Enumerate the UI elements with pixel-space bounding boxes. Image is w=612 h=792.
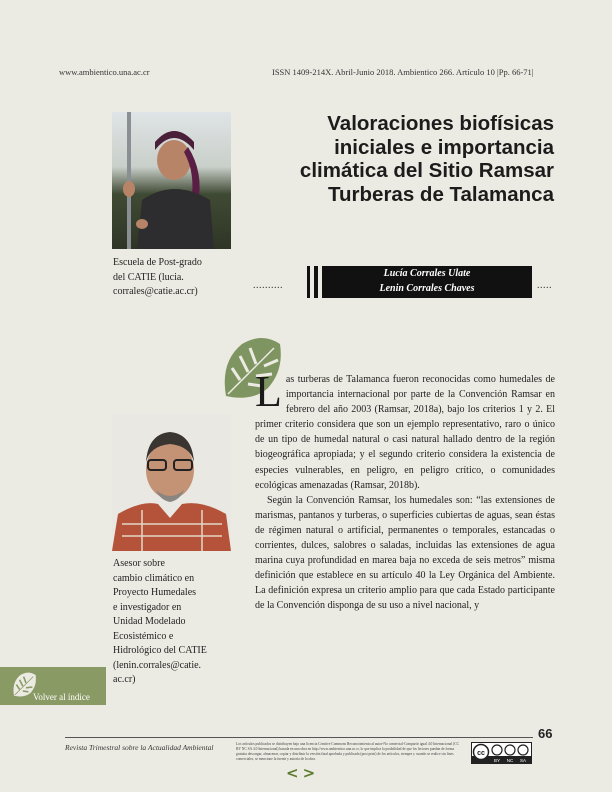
authors-box	[322, 266, 532, 298]
footer-divider	[65, 737, 533, 738]
author2-bio-line: Unidad Modelado	[113, 616, 186, 627]
author2-bio-line[interactable]: ac.cr)	[113, 674, 136, 685]
author1-name: Lucía Corrales Ulate	[383, 268, 471, 279]
author2-bio-line: cambio climático en	[113, 572, 195, 584]
next-page-button[interactable]: >	[302, 764, 320, 782]
page-number: 66	[538, 726, 553, 741]
decorative-bar	[314, 266, 318, 298]
author2-bio-line[interactable]: (lenin.corrales@catie.	[113, 659, 202, 671]
page-navigation	[286, 764, 319, 782]
author1-photo	[112, 112, 231, 249]
title-line: iniciales e importancia	[334, 135, 554, 159]
author2-name: Lenin Corrales Chaves	[379, 283, 475, 294]
article-title	[254, 112, 554, 206]
author1-bio	[113, 256, 238, 300]
author1-bio-line: del CATIE (lucia.	[113, 271, 184, 283]
author2-bio-line: Ecosistémico e	[113, 630, 174, 642]
author2-photo	[112, 414, 231, 551]
paragraph-1-text: as turberas de Talamanca fueron reconocidas como humedales de importancia internacional por parte de la Convención Ramsar en febrero del año 2003 (Ramsar, 2018a), bajo los criterios 1 y 2. El primer criterio considera que son un ejemplo representativo, raro o único de un tipo de humedal natural o casi natural hallado dentro de la región biogeográfica apropiada; y el segundo criterio considera la existencia de especies vulnerables, en peligro, en peligro crítico, o comunidades ecológicas amenazadas (Ramsar, 2018b).	[255, 374, 555, 491]
author1-bio-line[interactable]: corrales@catie.ac.cr)	[113, 286, 198, 297]
journal-name: Revista Trimestral sobre la Actualidad Ambiental	[65, 743, 214, 752]
back-to-index-label: Volver al índice	[33, 692, 90, 702]
cc-by-label: BY	[493, 758, 501, 763]
author2-bio-line: Hidrológico del CATIE	[113, 645, 207, 656]
website-link[interactable]: www.ambientico.una.ac.cr	[59, 67, 150, 77]
back-to-index-button[interactable]	[0, 667, 106, 705]
paragraph-1	[255, 367, 555, 493]
author1-bio-line: Escuela de Post-grado	[113, 257, 202, 268]
title-line: Valoraciones biofísicas	[327, 112, 554, 135]
decorative-bar	[307, 266, 310, 298]
issn-line: ISSN 1409-214X. Abril-Junio 2018. Ambientico 266. Artículo 10 |Pp. 66-71|	[272, 67, 534, 77]
decorative-dots-right: .....	[537, 280, 552, 291]
author2-bio	[113, 557, 228, 688]
creative-commons-badge[interactable]	[471, 742, 532, 764]
article-body	[255, 367, 555, 614]
title-line: climática del Sitio Ramsar	[299, 159, 554, 182]
drop-cap: L	[255, 367, 282, 416]
cc-nc-label: NC	[506, 758, 514, 763]
author2-bio-line: Asesor sobre	[113, 558, 165, 569]
title-line: Turberas de Talamanca	[328, 182, 554, 206]
cc-sa-label: SA	[519, 758, 527, 763]
paragraph-2: Según la Convención Ramsar, los humedales son: “las extensiones de marismas, pantanos y turberas, o superficies cubiertas de aguas, sean éstas de régimen natural o artificial, permanentes o temporales, estancadas o corrientes, dulces, salobres o saladas, incluidas las extensiones de agua marina cuya profundidad en marea baja no exceda de seis metros” misma definición que establece en su artículo 40 la Ley Orgánica del Ambiente. La definición expresa un criterio amplio para que cada Estado participante de la Convención disponga de su uso a nivel nacional, y	[255, 494, 555, 612]
decorative-dots-left: ..........	[253, 280, 283, 291]
cc-label: cc	[477, 750, 485, 757]
previous-page-button[interactable]: <	[286, 764, 303, 782]
license-notice: Los artículos publicados se distribuyen bajo una licencia Creative Commons Reconocimiento al autor-No comercial-Compartir igual 4.0 Internacional (CC BY NC SA 4.0 Internacional) basada en una obra en http://www.ambientico.una.ac.cr, lo que implica la posibilidad de que los lectores puedan de forma gratuita descargar, almacenar, copiar y distribuir la versión final aprobada y publicada (post print) de los artículos, siempre y cuando se realice sin fines comerciales, se mencione la fuente y autoría de la obra.	[236, 742, 460, 761]
author2-bio-line: e investigador en	[113, 601, 182, 613]
author2-bio-line: Proyecto Humedales	[113, 587, 197, 598]
